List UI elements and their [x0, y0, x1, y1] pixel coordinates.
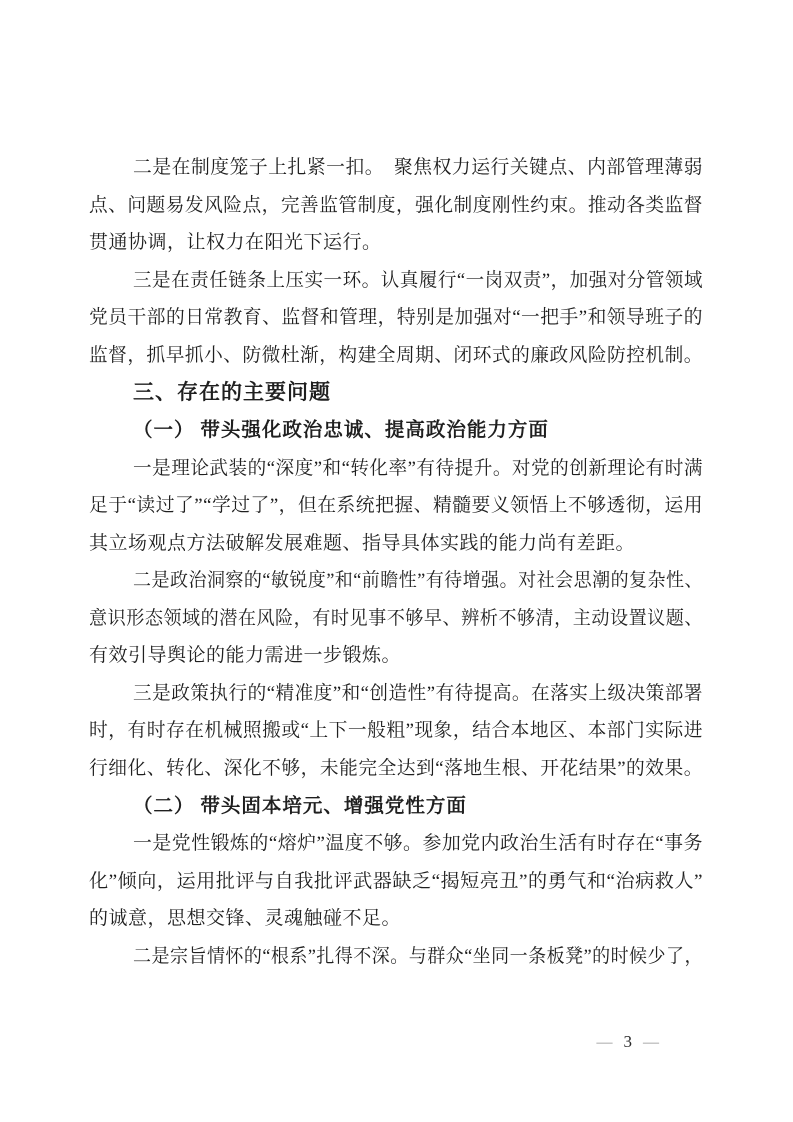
- line-text: 其立场观点方法破解发展难题、指导具体实践的能力尚有差距。: [89, 532, 636, 554]
- text-line: [89, 262, 703, 300]
- footer-dash-left: —: [596, 1034, 613, 1051]
- text-line: [89, 149, 703, 187]
- text-line: [89, 337, 703, 375]
- text-line: [89, 600, 703, 638]
- line-text: 三、存在的主要问题: [133, 381, 331, 405]
- text-line: [89, 938, 703, 976]
- line-text: （二） 带头固本培元、增强党性方面: [133, 795, 467, 817]
- line-text: 三是政策执行的“精准度”和“创造性”有待提高。在落实上级决策部署: [133, 682, 703, 704]
- text-line: [89, 675, 703, 713]
- text-line: [89, 487, 703, 525]
- line-text: 一是理论武装的“深度”和“转化率”有待提升。对党的创新理论有时满: [133, 457, 703, 479]
- line-text: 化”倾向，运用批评与自我批评武器缺乏“揭短亮丑”的勇气和“治病救人”: [89, 870, 703, 892]
- line-text: 二是宗旨情怀的“根系”扎得不深。与群众“坐同一条板凳”的时候少了，: [133, 945, 703, 967]
- heading2-line: [89, 412, 703, 450]
- line-text: 的诚意，思想交锋、灵魂触碰不足。: [89, 908, 402, 930]
- heading1-line: [89, 374, 703, 412]
- line-text: 点、问题易发风险点，完善监管制度，强化制度刚性约束。推动各类监督: [89, 194, 703, 216]
- text-line: [89, 299, 703, 337]
- text-line: [89, 562, 703, 600]
- line-text: （一） 带头强化政治忠诚、提高政治能力方面: [133, 419, 549, 441]
- line-text: 二是政治洞察的“敏锐度”和“前瞻性”有待增强。对社会思潮的复杂性、: [133, 570, 703, 592]
- line-text: 一是党性锻炼的“熔炉”温度不够。参加党内政治生活有时存在“事务: [133, 833, 703, 855]
- text-line: [89, 825, 703, 863]
- text-line: [89, 187, 703, 225]
- line-text: 行细化、转化、深化不够，未能完全达到“落地生根、开花结果”的效果。: [89, 758, 703, 779]
- line-text: 时，有时存在机械照搬或“上下一般粗”现象，结合本地区、本部门实际进: [89, 720, 703, 742]
- line-text: 贯通协调，让权力在阳光下运行。: [89, 232, 382, 254]
- line-text: 有效引导舆论的能力需进一步锻炼。: [89, 645, 402, 667]
- line-text: 监督，抓早抓小、防微杜渐，构建全周期、闭环式的廉政风险防控机制。: [89, 344, 703, 366]
- line-text: 二是在制度笼子上扎紧一扣。 聚焦权力运行关键点、内部管理薄弱: [133, 157, 703, 178]
- text-line: [89, 224, 703, 262]
- text-line: [89, 750, 703, 788]
- text-line: [89, 863, 703, 901]
- line-text: 党员干部的日常教育、监督和管理，特别是加强对“一把手”和领导班子的: [89, 307, 703, 329]
- text-line: [89, 637, 703, 675]
- document-body: [89, 149, 703, 975]
- page-footer: [0, 1030, 670, 1054]
- text-line: [89, 525, 703, 563]
- page-number: 3: [623, 1032, 632, 1051]
- line-text: 足于“读过了”“学过了”，但在系统把握、精髓要义领悟上不够透彻，运用: [89, 495, 703, 517]
- heading2-line: [89, 788, 703, 826]
- text-line: [89, 450, 703, 488]
- text-line: [89, 712, 703, 750]
- footer-dash-right: —: [643, 1034, 659, 1051]
- line-text: 意识形态领域的潜在风险，有时见事不够早、辨析不够清，主动设置议题、: [89, 607, 703, 629]
- text-line: [89, 900, 703, 938]
- line-text: 三是在责任链条上压实一环。认真履行“一岗双责”，加强对分管领域: [133, 269, 703, 291]
